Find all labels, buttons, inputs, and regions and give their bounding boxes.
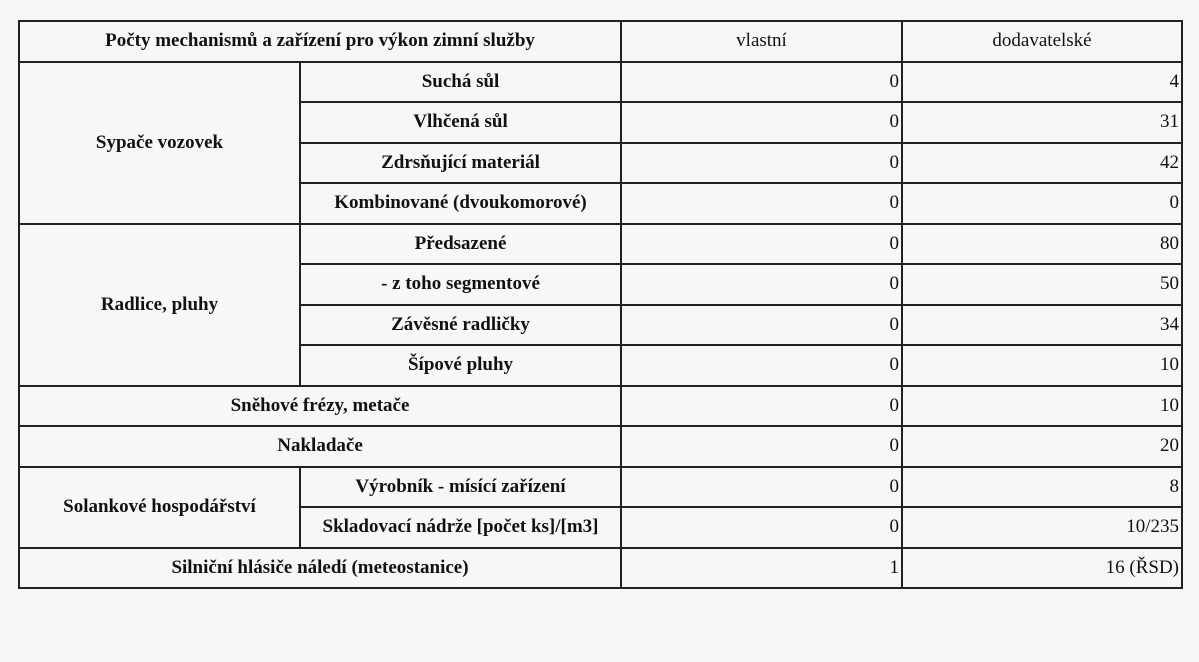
column-header-own: vlastní [621, 21, 902, 62]
value-supplier: 10 [902, 386, 1182, 427]
value-own: 1 [621, 548, 902, 589]
table-row [19, 548, 1182, 589]
row-label: Suchá sůl [300, 62, 621, 103]
row-label: Kombinované (dvoukomorové) [300, 183, 621, 224]
table-header-row [19, 21, 1182, 62]
row-label: Skladovací nádrže [počet ks]/[m3] [300, 507, 621, 548]
row-label-loaders: Nakladače [19, 426, 621, 467]
table-row [19, 62, 1182, 103]
value-own: 0 [621, 386, 902, 427]
table-row [19, 426, 1182, 467]
value-supplier: 31 [902, 102, 1182, 143]
value-own: 0 [621, 345, 902, 386]
winter-service-equipment-table [18, 20, 1183, 589]
value-own: 0 [621, 467, 902, 508]
value-supplier: 10/235 [902, 507, 1182, 548]
group-label-spreaders: Sypače vozovek [19, 62, 300, 224]
value-own: 0 [621, 62, 902, 103]
winter-service-table-wrapper [18, 20, 1181, 589]
value-supplier: 10 [902, 345, 1182, 386]
group-label-brine: Solankové hospodářství [19, 467, 300, 548]
row-label: Šípové pluhy [300, 345, 621, 386]
value-supplier: 34 [902, 305, 1182, 346]
group-label-plows: Radlice, pluhy [19, 224, 300, 386]
value-own: 0 [621, 183, 902, 224]
value-supplier: 8 [902, 467, 1182, 508]
table-row [19, 467, 1182, 508]
table-row [19, 224, 1182, 265]
value-own: 0 [621, 305, 902, 346]
row-label: - z toho segmentové [300, 264, 621, 305]
value-supplier: 80 [902, 224, 1182, 265]
value-supplier: 4 [902, 62, 1182, 103]
value-own: 0 [621, 426, 902, 467]
row-label: Zdrsňující materiál [300, 143, 621, 184]
value-own: 0 [621, 507, 902, 548]
column-header-supplier: dodavatelské [902, 21, 1182, 62]
value-supplier: 0 [902, 183, 1182, 224]
value-supplier: 16 (ŘSD) [902, 548, 1182, 589]
row-label-ice-detectors: Silniční hlásiče náledí (meteostanice) [19, 548, 621, 589]
row-label-snow-blowers: Sněhové frézy, metače [19, 386, 621, 427]
value-own: 0 [621, 102, 902, 143]
value-supplier: 42 [902, 143, 1182, 184]
value-own: 0 [621, 264, 902, 305]
value-supplier: 20 [902, 426, 1182, 467]
value-own: 0 [621, 143, 902, 184]
table-title: Počty mechanismů a zařízení pro výkon zimní služby [19, 21, 621, 62]
row-label: Předsazené [300, 224, 621, 265]
table-row [19, 386, 1182, 427]
row-label: Výrobník - mísící zařízení [300, 467, 621, 508]
value-supplier: 50 [902, 264, 1182, 305]
row-label: Vlhčená sůl [300, 102, 621, 143]
row-label: Závěsné radličky [300, 305, 621, 346]
value-own: 0 [621, 224, 902, 265]
